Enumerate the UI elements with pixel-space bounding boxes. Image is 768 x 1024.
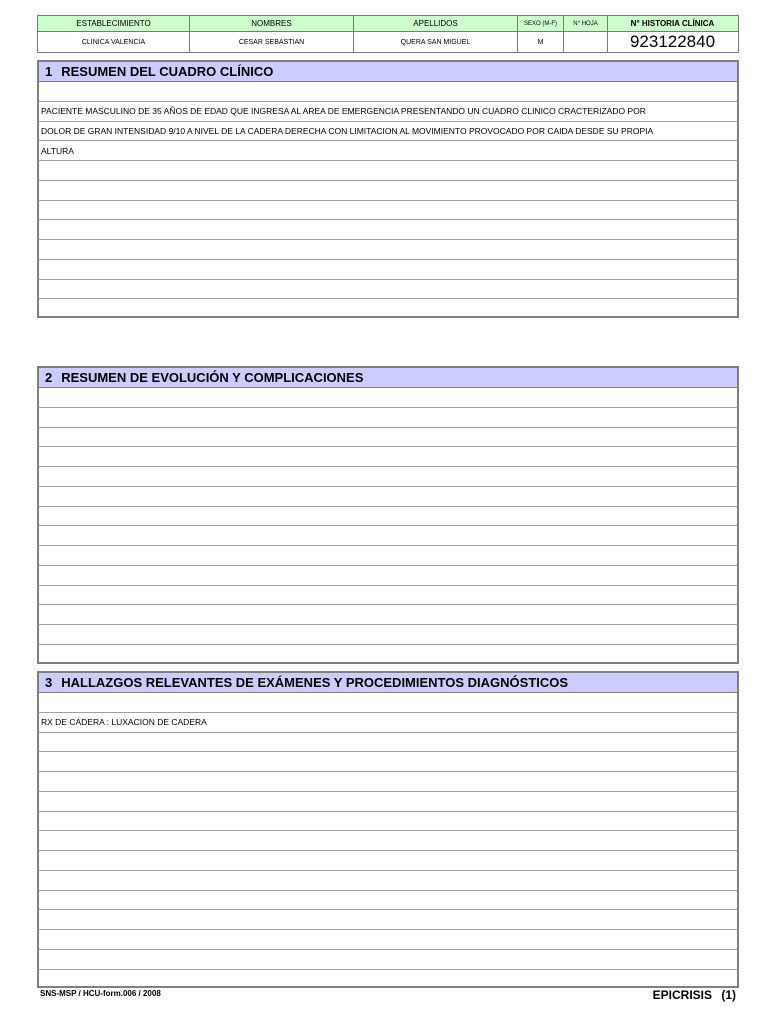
text-line [39,546,737,566]
establecimiento-label: ESTABLECIMIENTO [38,16,190,31]
text-line [39,693,737,713]
header-values-row [38,32,738,52]
text-line [39,910,737,930]
text-line [39,586,737,606]
sexo-value: M [518,32,564,52]
text-line: DOLOR DE GRAN INTENSIDAD 9/10 A NIVEL DE LA CADERA DERECHA CON LIMITACION AL MOVIMIENTO PROVOCADO POR CAIDA DESDE SU PROPIA [39,122,737,142]
section-title-text: RESUMEN DE EVOLUCIÓN Y COMPLICACIONES [61,370,364,385]
section-title [39,368,737,388]
form-name: EPICRISIS (1) [652,988,736,1002]
text-line [39,161,737,181]
text-line [39,970,737,990]
section-title [39,62,737,82]
section-number: 3 [45,675,53,690]
text-line [39,388,737,408]
text-line [39,752,737,772]
section-title-text: HALLAZGOS RELEVANTES DE EXÁMENES Y PROCEDIMIENTOS DIAGNÓSTICOS [61,675,569,690]
text-line [39,408,737,428]
nombres-value: CESAR SEBASTIAN [190,32,354,52]
section-lines [39,388,737,665]
hoja-label: N° HOJA [564,16,608,31]
text-line [39,447,737,467]
text-line [39,831,737,851]
text-line [39,566,737,586]
text-line [39,625,737,645]
text-line [39,428,737,448]
form-code: SNS-MSP / HCU-form.006 / 2008 [40,989,161,998]
text-line [39,507,737,527]
header-labels-row [38,16,738,32]
section-number: 2 [45,370,53,385]
text-line [39,792,737,812]
text-line: ALTURA [39,141,737,161]
hoja-value [564,32,608,52]
text-line [39,82,737,102]
text-line [39,812,737,832]
text-line [39,871,737,891]
section-evolucion-complicaciones [37,366,739,664]
text-line [39,201,737,221]
nombres-label: NOMBRES [190,16,354,31]
text-line [39,891,737,911]
text-line [39,733,737,753]
text-line [39,240,737,260]
text-line [39,299,737,319]
apellidos-label: APELLIDOS [354,16,518,31]
section-resumen-cuadro-clinico [37,60,739,318]
section-lines [39,82,737,319]
section-hallazgos-examenes [37,671,739,988]
text-line [39,467,737,487]
section-title-text: RESUMEN DEL CUADRO CLÍNICO [61,64,274,79]
establecimiento-value: CLINICA VALENCIA [38,32,190,52]
text-line [39,605,737,625]
text-line [39,280,737,300]
section-number: 1 [45,64,53,79]
text-line [39,950,737,970]
text-line [39,220,737,240]
text-line [39,487,737,507]
text-line [39,772,737,792]
text-line: RX DE CADERA : LUXACION DE CADERA [39,713,737,733]
text-line [39,260,737,280]
text-line [39,181,737,201]
text-line [39,851,737,871]
patient-header [37,15,739,53]
historia-clinica-label: N° HISTORIA CLÍNICA [630,19,715,28]
section-title [39,673,737,693]
sexo-label: SEXO (M-F) [518,16,564,31]
text-line [39,645,737,665]
apellidos-value: QUERA SAN MIGUEL [354,32,518,52]
text-line: PACIENTE MASCULINO DE 35 AÑOS DE EDAD QUE INGRESA AL AREA DE EMERGENCIA PRESENTANDO UN CUADRO CLINICO CRACTERIZADO POR [39,102,737,122]
text-line [39,930,737,950]
historia-clinica-value: 923122840 [629,32,716,51]
text-line [39,526,737,546]
section-lines [39,693,737,989]
